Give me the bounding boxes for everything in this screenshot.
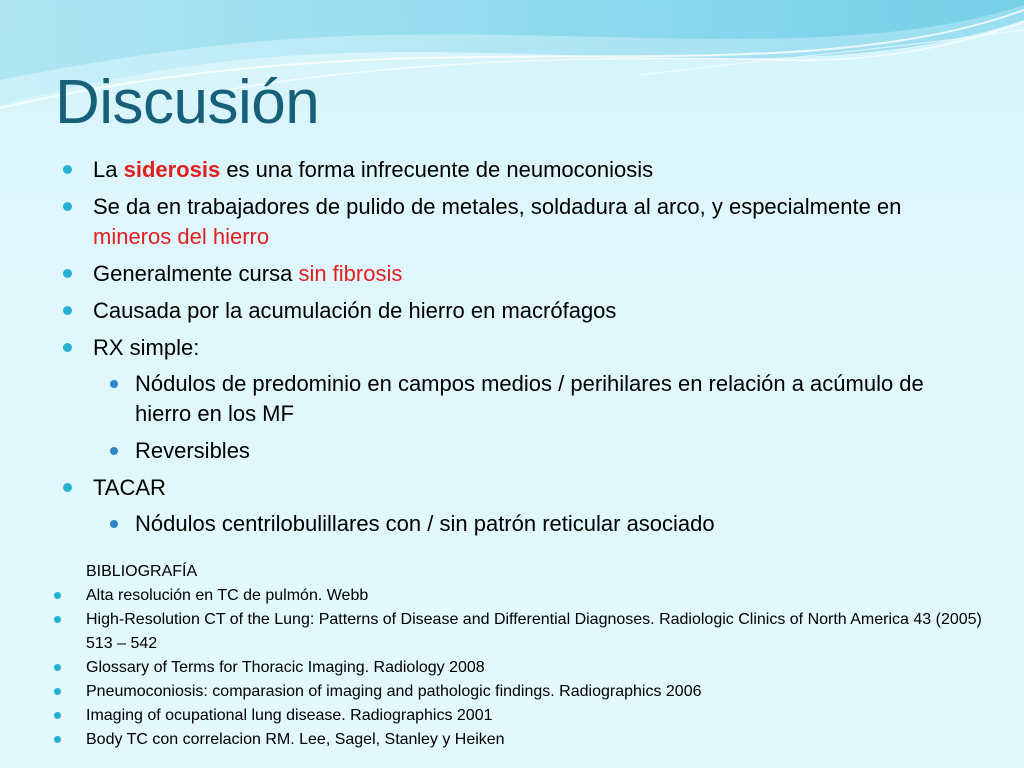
reference-dot-icon: [54, 616, 61, 623]
reference-text: Glossary of Terms for Thoracic Imaging. Radiology 2008: [86, 659, 485, 676]
reference-dot-icon: [54, 712, 61, 719]
highlight-sin-fibrosis: sin fibrosis: [298, 261, 403, 286]
reference-item: [50, 704, 990, 728]
sub-bullet-dot-icon: [110, 520, 118, 528]
reference-item: [50, 608, 990, 656]
bullet-text: es una forma infrecuente de neumoconiosis: [220, 157, 654, 182]
sub-bullet-list-rx: [93, 369, 980, 466]
bullet-item-tacar: [60, 473, 980, 539]
bullet-item-causada: [60, 296, 980, 326]
sub-bullet-list-tacar: [93, 509, 980, 539]
bullet-text: Generalmente cursa: [93, 261, 299, 286]
reference-text: Imaging of ocupational lung disease. Radiographics 2001: [86, 707, 493, 724]
sub-bullet-dot-icon: [110, 447, 118, 455]
bullet-dot-icon: [63, 483, 72, 492]
highlight-siderosis: siderosis: [123, 157, 221, 182]
sub-bullet-item: [60, 509, 980, 539]
reference-item: [50, 656, 990, 680]
main-bullet-list: [60, 155, 980, 539]
reference-dot-icon: [54, 664, 61, 671]
reference-dot-icon: [54, 688, 61, 695]
bullet-text: RX simple:: [93, 335, 200, 360]
reference-dot-icon: [54, 736, 61, 743]
bullet-item-fibrosis: [60, 259, 980, 289]
reference-item: [50, 584, 990, 608]
bullet-text: La: [93, 157, 124, 182]
reference-item: [50, 728, 990, 752]
reference-text: Pneumoconiosis: comparasion of imaging and pathologic findings. Radiographics 2006: [86, 683, 702, 700]
bullet-dot-icon: [63, 306, 72, 315]
reference-item: [50, 680, 990, 704]
highlight-mineros: mineros del hierro: [93, 224, 270, 249]
sub-bullet-text: Nódulos de predominio en campos medios / perihilares en relación a acúmulo de hierro en los MF: [135, 371, 924, 426]
reference-dot-icon: [54, 592, 61, 599]
sub-bullet-text: Nódulos centrilobulillares con / sin patrón reticular asociado: [135, 511, 715, 536]
reference-text: Alta resolución en TC de pulmón. Webb: [86, 587, 369, 604]
bullet-item-siderosis: [60, 155, 980, 185]
sub-bullet-item: [60, 436, 980, 466]
bullet-dot-icon: [63, 165, 72, 174]
bullet-dot-icon: [63, 343, 72, 352]
bullet-item-rx: [60, 333, 980, 466]
bullet-dot-icon: [63, 269, 72, 278]
reference-list: [50, 584, 990, 752]
slide-title: Discusión: [55, 68, 320, 137]
bibliography-heading: BIBLIOGRAFÍA: [86, 563, 198, 580]
bullet-text: Causada por la acumulación de hierro en macrófagos: [93, 298, 617, 323]
bullet-text: Se da en trabajadores de pulido de metales, soldadura al arco, y especialmente en: [93, 194, 902, 219]
sub-bullet-item: [60, 369, 980, 429]
reference-text: High-Resolution CT of the Lung: Patterns of Disease and Differential Diagnoses. Radiologic Clinics of North America 43 (2005) 513 – 542: [86, 611, 982, 652]
sub-bullet-text: Reversibles: [135, 438, 250, 463]
bullet-item-trabajadores: [60, 192, 980, 252]
bibliography-section: [50, 560, 990, 752]
bullet-dot-icon: [63, 202, 72, 211]
slide-content: [60, 155, 980, 546]
bullet-text: TACAR: [93, 475, 166, 500]
sub-bullet-dot-icon: [110, 380, 118, 388]
reference-text: Body TC con correlacion RM. Lee, Sagel, Stanley y Heiken: [86, 731, 505, 748]
